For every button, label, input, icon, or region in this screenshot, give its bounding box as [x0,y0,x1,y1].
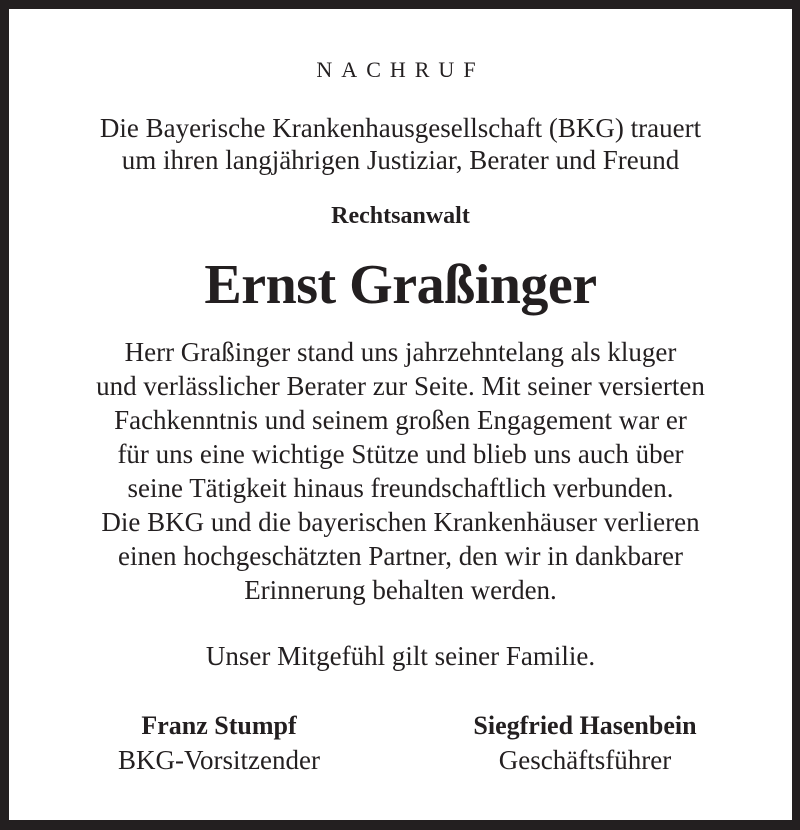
body-line: seine Tätigkeit hinaus freundschaftlich verbunden. [127,473,674,503]
body-line: Erinnerung behalten werden. [244,575,557,605]
deceased-title: Rechtsanwalt [331,203,470,229]
body-line: Herr Graßinger stand uns jahrzehntelang als kluger [124,337,677,367]
body-line: Fachkenntnis und seinem großen Engagement war er [114,405,687,435]
signatory-role: BKG-Vorsitzender [118,745,320,775]
body-line: für uns eine wichtige Stütze und blieb uns auch über [117,439,684,469]
body-line: Die BKG und die bayerischen Krankenhäuser verlieren [101,507,700,537]
condolence: Unser Mitgefühl gilt seiner Familie. [205,641,596,671]
body-line: und verlässlicher Berater zur Seite. Mit seiner versierten [96,371,705,401]
signatory [415,709,755,777]
intro-line: um ihren langjährigen Justiziar, Berater und Freund [121,145,680,175]
signatory [49,709,389,777]
signatory-name: Siegfried Hasenbein [473,711,697,740]
deceased-name: Ernst Graßinger [204,254,597,316]
signatory-name: Franz Stumpf [141,711,297,740]
intro-line: Die Bayerische Krankenhausgesellschaft (BKG) trauert [99,113,702,143]
body-line: einen hochgeschätzten Partner, den wir in dankbarer [118,541,683,571]
heading: NACHRUF [316,57,485,82]
obituary-notice [9,9,792,820]
signatory-role: Geschäftsführer [498,745,672,775]
